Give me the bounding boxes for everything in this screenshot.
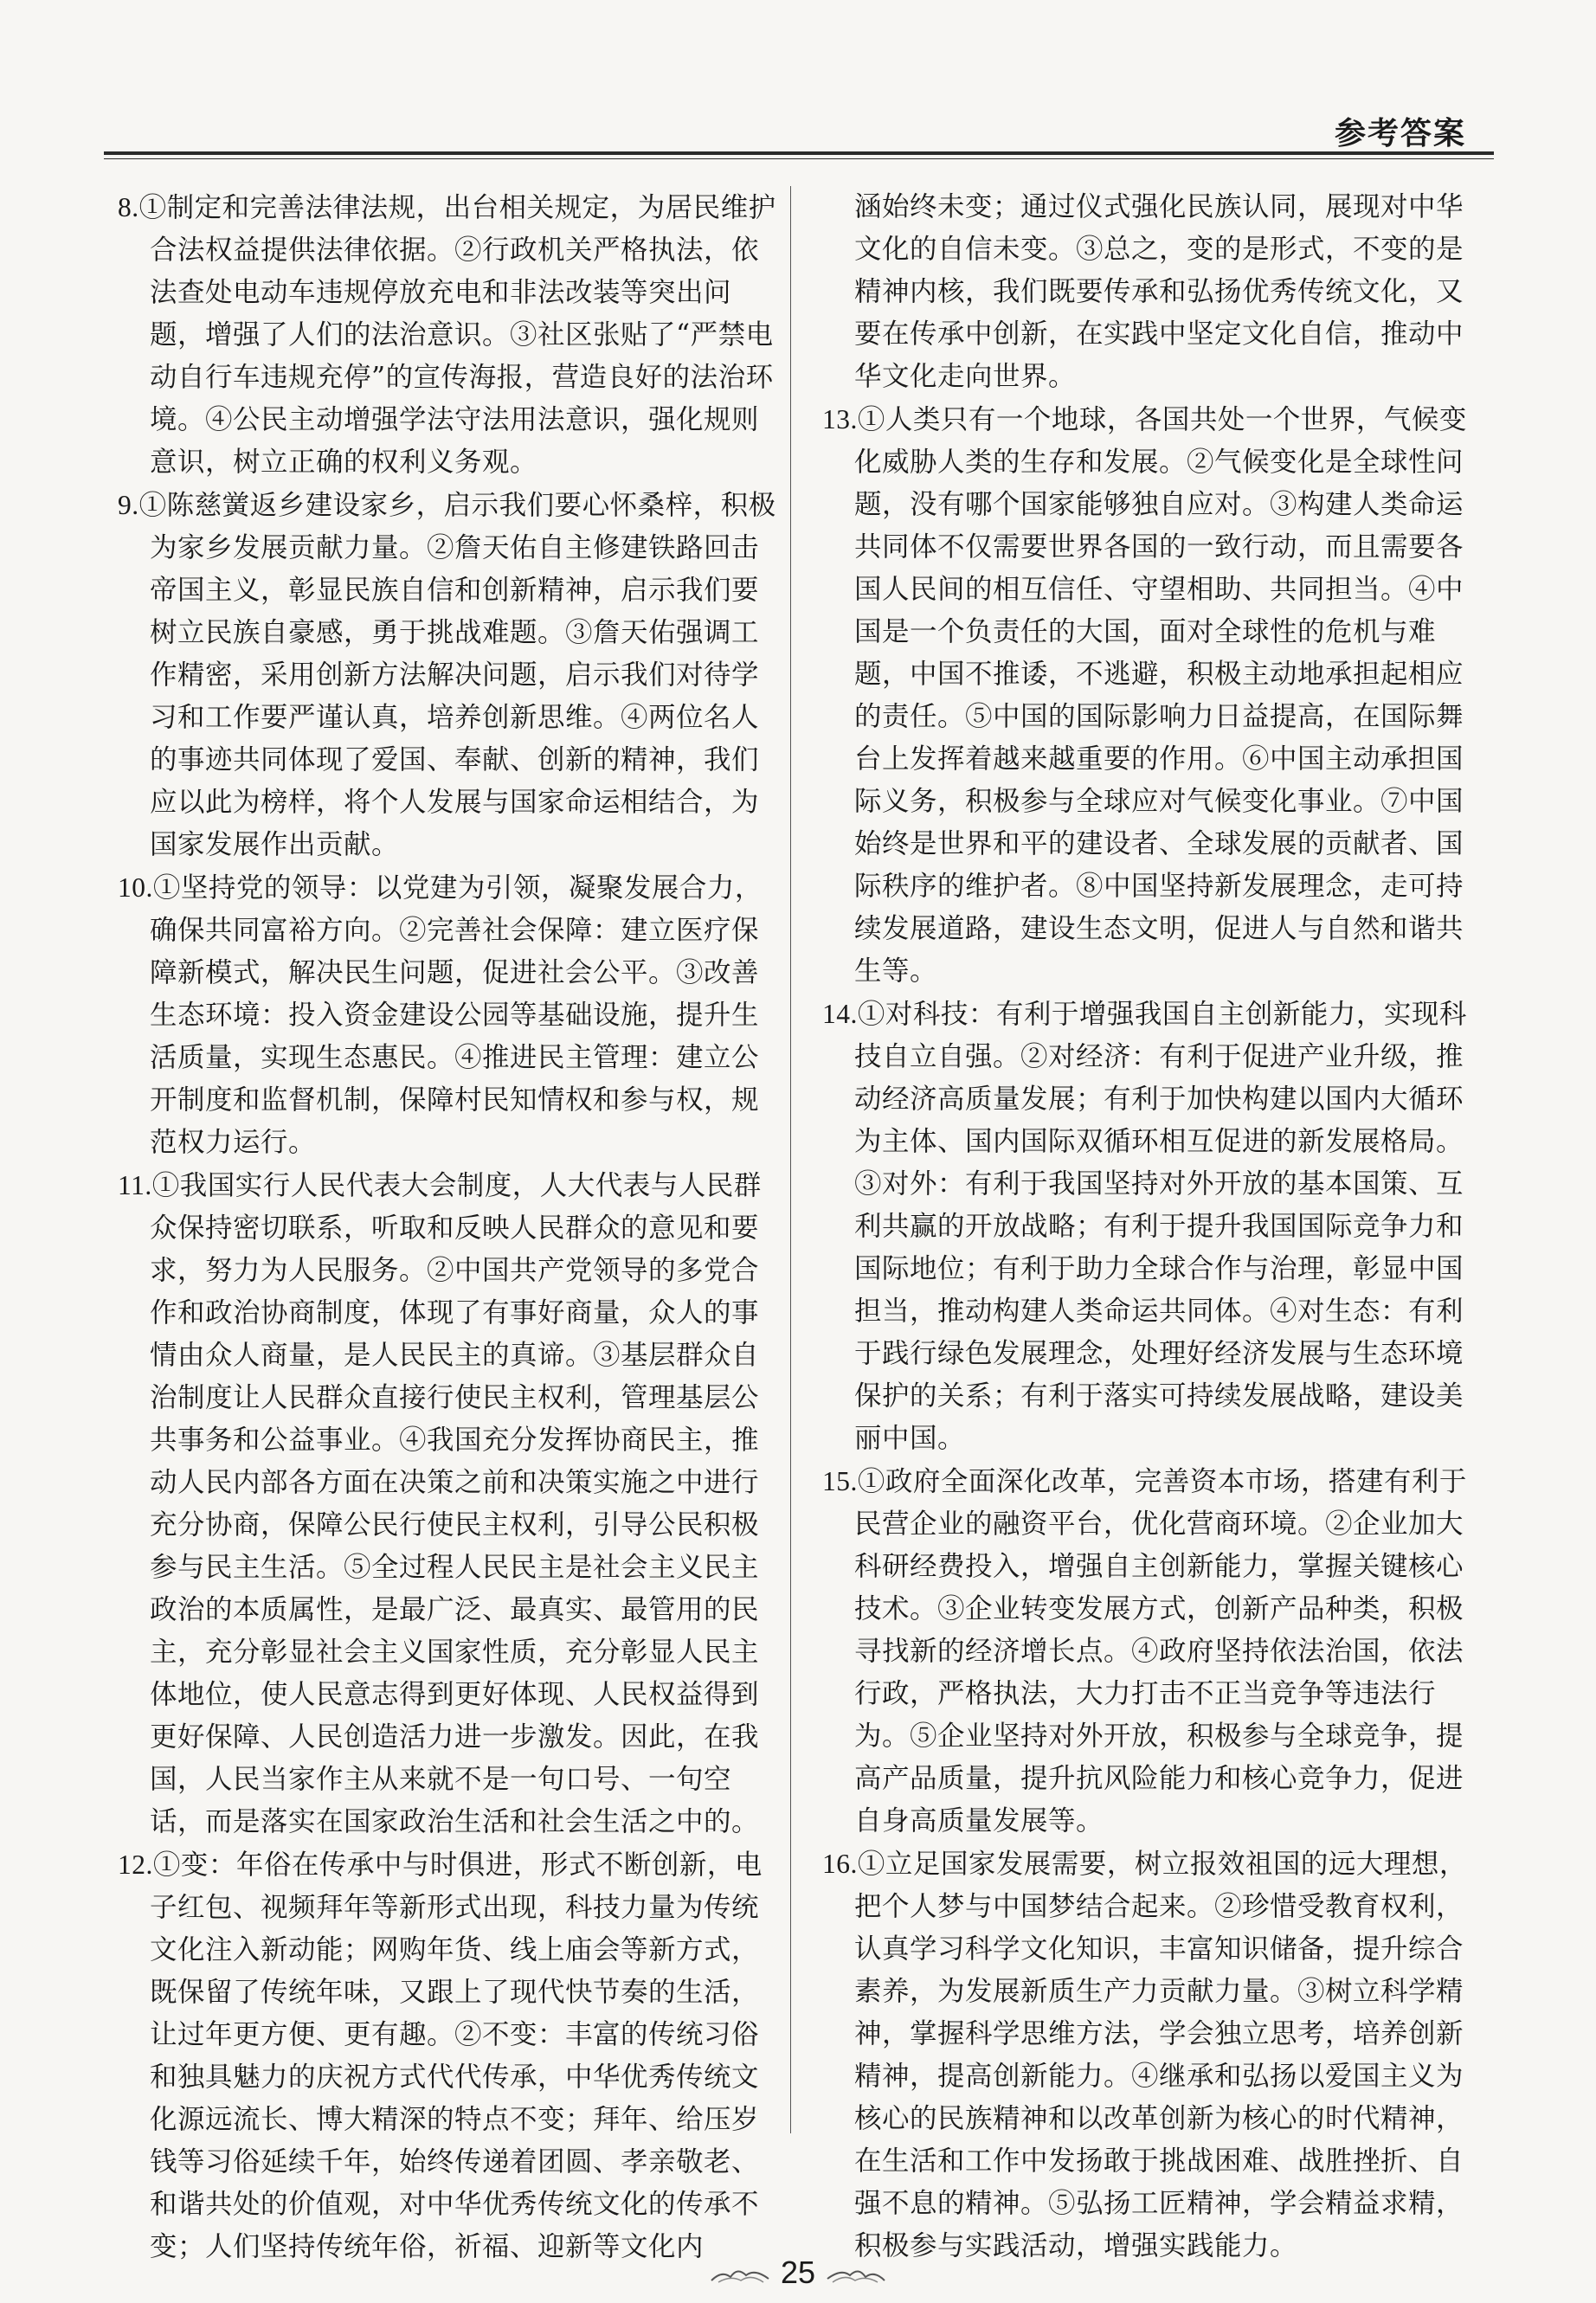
column-divider [790, 186, 791, 2133]
answer-item-12-continuation: 涵始终未变；通过仪式强化民族认同，展现对中华文化的自信未变。③总之，变的是形式，不变的是精神内核，我们既要传承和弘扬优秀传统文化，又要在传承中创新，在实践中坚定文化自信，推动中华文化走向世界。 [854, 191, 1464, 392]
answer-item-13 [822, 398, 1482, 993]
answer-item-11 [118, 1164, 777, 1843]
answer-text: ①制定和完善法律法规，出台相关规定，为居民维护合法权益提供法律依据。②行政机关严格执法，依法查处电动车违规停放充电和非法改装等突出问题，增强了人们的法治意识。③社区张贴了“严禁电动自行车违规充停”的宣传海报，营造良好的法治环境。④公民主动增强学法守法用法意识，强化规则意识，树立正确的权利义务观。 [138, 192, 776, 478]
answer-text: ①政府全面深化改革，完善资本市场，搭建有利于民营企业的融资平台，优化营商环境。②企业加大科研经费投入，增强自主创新能力，掌握关键核心技术。③企业转变发展方式，创新产品种类，积极寻找新的经济增长点。④政府坚持依法治国，依法行政，严格执法，大力打击不正当竞争等违法行为。⑤企业坚持对外开放，积极参与全球竞争，提高产品质量，提升抗风险能力和核心竞争力，促进自身高质量发展等。 [854, 1466, 1467, 1837]
answer-number: 12. [118, 1849, 153, 1880]
answer-text: ①坚持党的领导：以党建为引领，凝聚发展合力，确保共同富裕方向。②完善社会保障：建立医疗保障新模式，解决民生问题，促进社会公平。③改善生态环境：投入资金建设公园等基础设施，提升生活质量，实现生态惠民。④推进民主管理：建立公开制度和监督机制，保障村民知情权和参与权，规范权力运行。 [150, 872, 763, 1158]
answer-number: 11. [118, 1170, 152, 1200]
answer-text: ①陈慈黉返乡建设家乡，启示我们要心怀桑梓，积极为家乡发展贡献力量。②詹天佑自主修建铁路回击帝国主义，彰显民族自信和创新精神，启示我们要树立民族自豪感，勇于挑战难题。③詹天佑强调工作精密，采用创新方法解决问题，启示我们对待学习和工作要严谨认真，培养创新思维。④两位名人的事迹共同体现了爱国、奉献、创新的精神，我们应以此为榜样，将个人发展与国家命运相结合，为国家发展作出贡献。 [138, 490, 776, 860]
answer-item-16 [822, 1843, 1482, 2268]
answer-item-12 [118, 1843, 777, 2268]
answer-item-15 [822, 1460, 1482, 1843]
answer-number: 9. [118, 490, 139, 520]
page-header-title: 参考答案 [1334, 116, 1466, 151]
answer-number: 13. [822, 404, 858, 434]
answer-number: 10. [118, 872, 153, 903]
left-column [118, 186, 777, 2268]
page-number: 25 [780, 2255, 816, 2290]
answer-item-9 [118, 484, 777, 866]
answer-text: ①对科技：有利于增强我国自主创新能力，实现科技自立自强。②对经济：有利于促进产业升级，推动经济高质量发展；有利于加快构建以国内大循环为主体、国内国际双循环相互促进的新发展格局。③对外：有利于我国坚持对外开放的基本国策、互利共赢的开放战略；有利于提升我国国际竞争力和国际地位；有利于助力全球合作与治理，彰显中国担当，推动构建人类命运共同体。④对生态：有利于践行绿色发展理念，处理好经济发展与生态环境保护的关系；有利于落实可持续发展战略，建设美丽中国。 [854, 999, 1467, 1454]
answer-number: 14. [822, 999, 858, 1029]
header-rule [104, 151, 1494, 155]
answer-number: 8. [118, 192, 139, 222]
answer-number: 16. [822, 1849, 858, 1879]
right-column [822, 186, 1482, 2268]
answer-text: ①变：年俗在传承中与时俱进，形式不断创新，电子红包、视频拜年等新形式出现，科技力量为传统文化注入新动能；网购年货、线上庙会等新方式，既保留了传统年味，又跟上了现代快节奏的生活，让过年更方便、更有趣。②不变：丰富的传统习俗和独具魅力的庆祝方式代代传承，中华优秀传统文化源远流长、博大精深的特点不变；拜年、给压岁钱等习俗延续千年，始终传递着团圆、孝亲敬老、和谐共处的价值观，对中华优秀传统文化的传承不变；人们坚持传统年俗，祈福、迎新等文化内 [150, 1849, 763, 2262]
answer-text: ①人类只有一个地球，各国共处一个世界，气候变化威胁人类的生存和发展。②气候变化是全球性问题，没有哪个国家能够独自应对。③构建人类命运共同体不仅需要世界各国的一致行动，而且需要各国人民间的相互信任、守望相助、共同担当。④中国是一个负责任的大国，面对全球性的危机与难题，中国不推诿，不逃避，积极主动地承担起相应的责任。⑤中国的国际影响力日益提高，在国际舞台上发挥着越来越重要的作用。⑥中国主动承担国际义务，积极参与全球应对气候变化事业。⑦中国始终是世界和平的建设者、全球发展的贡献者、国际秩序的维护者。⑧中国坚持新发展理念，走可持续发展道路，建设生态文明，促进人与自然和谐共生等。 [854, 404, 1467, 987]
page-footer [0, 2255, 1596, 2292]
answer-text: ①立足国家发展需要，树立报效祖国的远大理想，把个人梦与中国梦结合起来。②珍惜受教育权利，认真学习科学文化知识，丰富知识储备，提升综合素养，为发展新质生产力贡献力量。③树立科学精神，掌握科学思维方法，学会独立思考，培养创新精神，提高创新能力。④继承和弘扬以爱国主义为核心的民族精神和以改革创新为核心的时代精神，在生活和工作中发扬敢于挑战困难、战胜挫折、自强不息的精神。⑤弘扬工匠精神，学会精益求精，积极参与实践活动，增强实践能力。 [854, 1849, 1467, 2261]
header-rule-thin [104, 158, 1494, 159]
answer-item-10 [118, 866, 777, 1164]
answer-item-14 [822, 993, 1482, 1460]
answer-item-8 [118, 186, 777, 484]
answer-number: 15. [822, 1466, 858, 1496]
answer-text: ①我国实行人民代表大会制度，人大代表与人民群众保持密切联系，听取和反映人民群众的意见和要求，努力为人民服务。②中国共产党领导的多党合作和政治协商制度，体现了有事好商量，众人的事情由众人商量，是人民民主的真谛。③基层群众自治制度让人民群众直接行使民主权利，管理基层公共事务和公益事业。④我国充分发挥协商民主，推动人民内部各方面在决策之前和决策实施之中进行充分协商，保障公民行使民主权利，引导公民积极参与民主生活。⑤全过程人民民主是社会主义民主政治的本质属性，是最广泛、最真实、最管用的民主，充分彰显社会主义国家性质，充分彰显人民主体地位，使人民意志得到更好体现、人民权益得到更好保障、人民创造活力进一步激发。因此，在我国，人民当家作主从来就不是一句口号、一句空话，而是落实在国家政治生活和社会生活之中的。 [150, 1170, 762, 1837]
mountain-ornament-icon [826, 2261, 886, 2284]
mountain-ornament-icon [710, 2261, 770, 2284]
